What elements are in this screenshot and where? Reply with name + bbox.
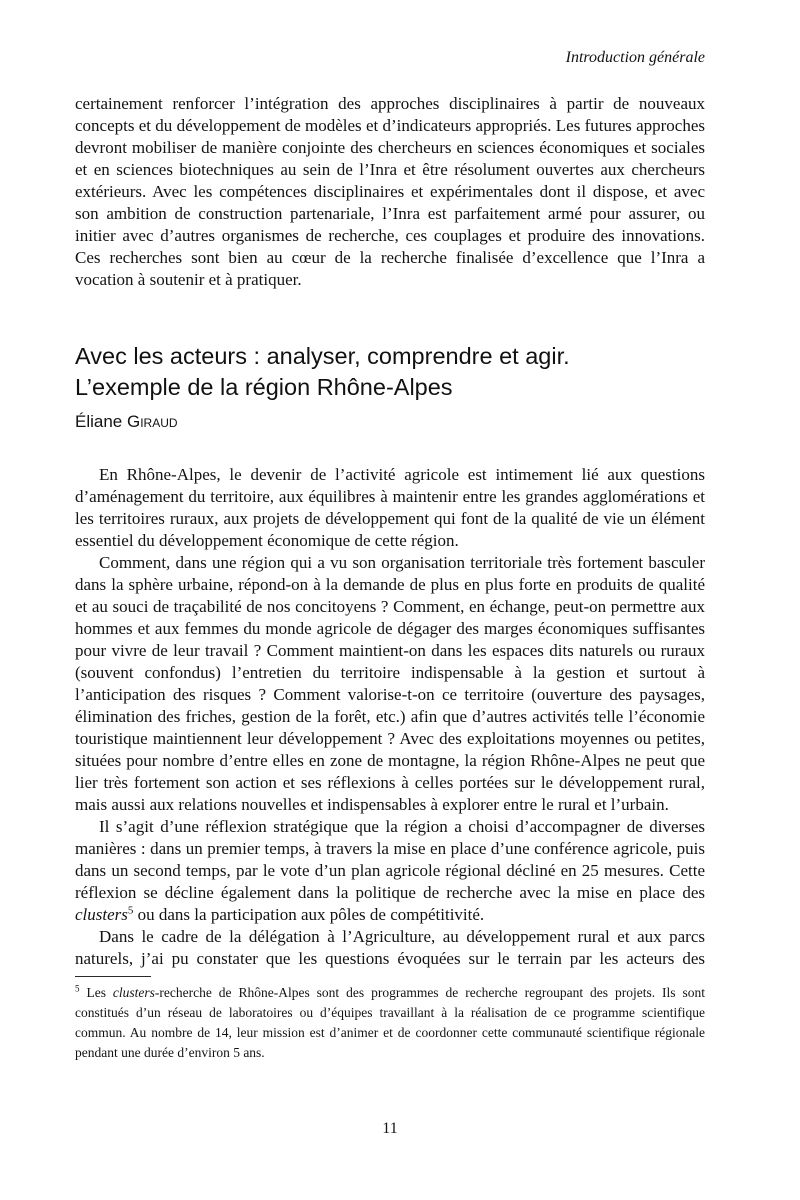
author-name: [75, 411, 705, 432]
paragraph-with-footnote-ref: [75, 816, 705, 926]
footnote-reference: 5: [127, 904, 134, 917]
paragraph: Dans le cadre de la délégation à l’Agriculture, au développement rural et aux parcs naturels, j’ai pu constater que les questions évoquées sur le terrain par les acteurs des: [75, 927, 705, 968]
footnote: [75, 983, 705, 1063]
author-family-name: Giraud: [127, 412, 178, 431]
paragraph-text: Il s’agit d’une réflexion stratégique que la région a choisi d’accompagner de diverses manières : dans un premier temps, à travers la mise en place d’une conférence agricole, puis dans un second temps, par le vote d’un plan agricole régional décliné en 25 mesures. Cette réflexion se décline également dans la politique de recherche avec la mise en place des: [75, 817, 705, 902]
running-header: Introduction générale: [565, 49, 705, 66]
paragraph: Comment, dans une région qui a vu son organisation territoriale très fortement basculer dans la sphère urbaine, répond-on à la demande de plus en plus forte en produits de qualité et au souci de traçabilité de nos concitoyens ? Comment, en échange, peut-on permettre aux hommes et aux femmes du monde agricole de dégager des marges économiques suffisantes pour vivre de leur travail ? Comment maintient-on dans les espaces dits naturels ou ruraux (souvent confondus) l’entretien du territoire indispensable à la gestion et surtout à l’anticipation des risques ? Comment valorise-t-on ce territoire (ouverture des paysages, élimination des friches, gestion de la forêt, etc.) afin que d’autres activités telle l’économie touristique maintiennent leur développement ? Avec des exploitations moyennes ou petites, situées pour nombre d’entre elles en zone de montagne, la région Rhône-Alpes ne peut que lier très fortement son action et ses réflexions à celles portées sur le développement rural, mais aussi aux relations nouvelles et indispensables à explorer entre le rural et l’urbain.: [75, 553, 705, 814]
italic-term: clusters: [75, 905, 128, 924]
footnote-marker: 5: [75, 983, 80, 994]
paragraph: En Rhône-Alpes, le devenir de l’activité agricole est intimement lié aux questions d’aménagement du territoire, aux équilibres à maintenir entre les grandes agglomérations et les territoires ruraux, aux projets de développement qui font de la qualité de vie un élément essentiel du développement économique de cette région.: [75, 465, 705, 550]
author-given-name: Éliane: [75, 412, 123, 431]
footnote-divider: [75, 976, 151, 977]
paragraph-text: ou dans la participation aux pôles de compétitivité.: [133, 905, 485, 924]
section-title-line1: Avec les acteurs : analyser, comprendre et agir.: [75, 343, 570, 369]
page-number: 11: [382, 1120, 398, 1137]
section-title: [75, 341, 705, 403]
section-title-line2: L’exemple de la région Rhône-Alpes: [75, 374, 453, 400]
footnote-italic-term: clusters: [112, 985, 155, 1000]
text-column: [75, 0, 705, 1063]
footnote-text: Les: [79, 985, 113, 1000]
intro-paragraph: certainement renforcer l’intégration des approches disciplinaires à partir de nouveaux concepts et du développement de modèles et d’indicateurs appropriés. Les futures approches devront mobiliser de manière conjointe des chercheurs en sciences économiques et sociales et en sciences biotechniques au sein de l’Inra et être résolument ouvertes aux chercheurs extérieurs. Avec les compétences disciplinaires et expérimentales dont il dispose, et avec son ambition de construction partenariale, l’Inra est parfaitement armé pour assurer, ou initier avec d’autres organismes de recherche, ces couplages et produire des innovations. Ces recherches sont bien au cœur de la recherche finalisée d’excellence que l’Inra a vocation à soutenir et à pratiquer.: [75, 94, 705, 289]
footnote-text: -recherche de Rhône-Alpes sont des programmes de recherche regroupant des projets. Ils sont constitués d’un réseau de laboratoires ou d’équipes travaillant à la réalisation de ce programme scientifique commun. Au nombre de 14, leur mission est d’animer et de coordonner cette communauté scientifique régionale pendant une durée d’environ 5 ans.: [75, 985, 705, 1060]
